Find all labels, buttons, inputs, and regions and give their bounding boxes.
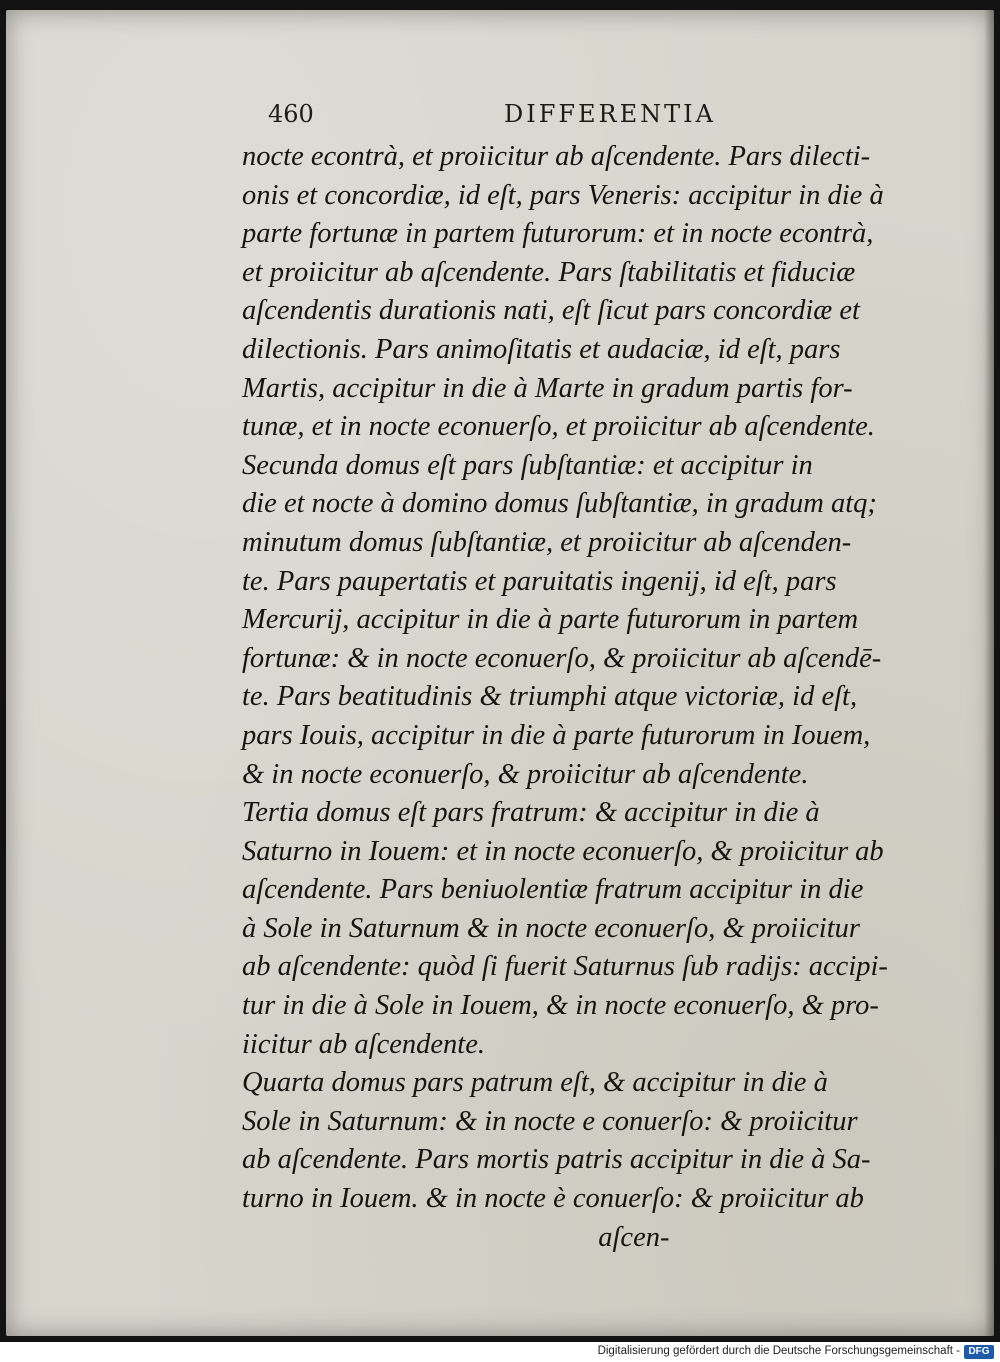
funding-credit: Digitalisierung gefördert durch die Deutsche Forschungsgemeinschaft - [597,1345,960,1357]
text-line: Secunda domus eſt pars ſubſtantiæ: et accipitur in [242,449,813,481]
text-line: die et nocte à domino domus ſubſtantiæ, in gradum atq; [242,488,877,520]
page-number: 460 [268,100,314,128]
text-line: ab aſcendente. Pars mortis patris accipitur in die à Sa- [242,1144,871,1176]
text-line: parte fortunæ in partem futurorum: et in nocte econtrà, [242,218,874,250]
text-line: Mercurij, accipitur in die à parte futurorum in partem [242,604,859,636]
page-edge-shadow [984,10,994,1336]
text-line: pars Iouis, accipitur in die à parte futurorum in Iouem, [242,719,871,751]
paragraph-1 [242,138,912,447]
text-line: turno in Iouem. & in nocte è conuerſo: & proiicitur ab [242,1183,864,1215]
text-line: Sole in Saturnum: & in nocte e conuerſo: & proiicitur [242,1105,858,1137]
book-page [6,10,994,1336]
running-title: DIFFERENTIA [504,100,716,128]
text-line: ab aſcendente: quòd ſi fuerit Saturnus ſub radijs: accipi- [242,951,888,983]
text-line: Martis, accipitur in die à Marte in gradum partis for- [242,372,853,404]
text-line: te. Pars paupertatis et paruitatis ingenij, id eſt, pars [242,565,837,597]
text-line: et proiicitur ab aſcendente. Pars ſtabilitatis et fiduciæ [242,256,856,288]
text-line: fortunæ: & in nocte econuerſo, & proiicitur ab aſcendē- [242,642,882,674]
paragraph-4 [242,1064,912,1257]
text-line: iicitur ab aſcendente. [242,1028,485,1060]
text-line: Saturno in Iouem: et in nocte econuerſo, & proiicitur ab [242,835,884,867]
text-line: tunæ, et in nocte econuerſo, et proiicitur ab aſcendente. [242,411,875,443]
text-line: nocte econtrà, et proiicitur ab aſcendente. Pars dilecti- [242,141,871,172]
text-line: & in nocte econuerſo, & proiicitur ab aſcendente. [242,758,809,790]
text-line: minutum domus ſubſtantiæ, et proiicitur ab aſcenden- [242,526,852,558]
text-line: onis et concordiæ, id eſt, pars Veneris: accipitur in die à [242,179,884,211]
paragraph-3 [242,794,912,1064]
text-line: Quarta domus pars patrum eſt, & accipitur in die à [242,1067,828,1099]
text-line: Tertia domus eſt pars fratrum: & accipitur in die à [242,797,820,829]
text-line: dilectionis. Pars animoſitatis et audaciæ, id eſt, pars [242,333,841,365]
text-line: aſcendente. Pars beniuolentiæ fratrum accipitur in die [242,874,864,906]
running-head [268,100,908,140]
digitization-footer [0,1342,1000,1362]
text-line: à Sole in Saturnum & in nocte econuerſo, & proiicitur [242,912,860,944]
text-line: tur in die à Sole in Iouem, & in nocte econuerſo, & pro- [242,990,879,1022]
text-line: aſcendentis durationis nati, eſt ſicut pars concordiæ et [242,295,860,327]
paragraph-2 [242,447,912,794]
body-text [242,138,912,1257]
catchword: aſcen- [242,1221,670,1253]
dfg-logo-icon: DFG [964,1345,994,1359]
text-line: te. Pars beatitudinis & triumphi atque victoriæ, id eſt, [242,681,858,713]
